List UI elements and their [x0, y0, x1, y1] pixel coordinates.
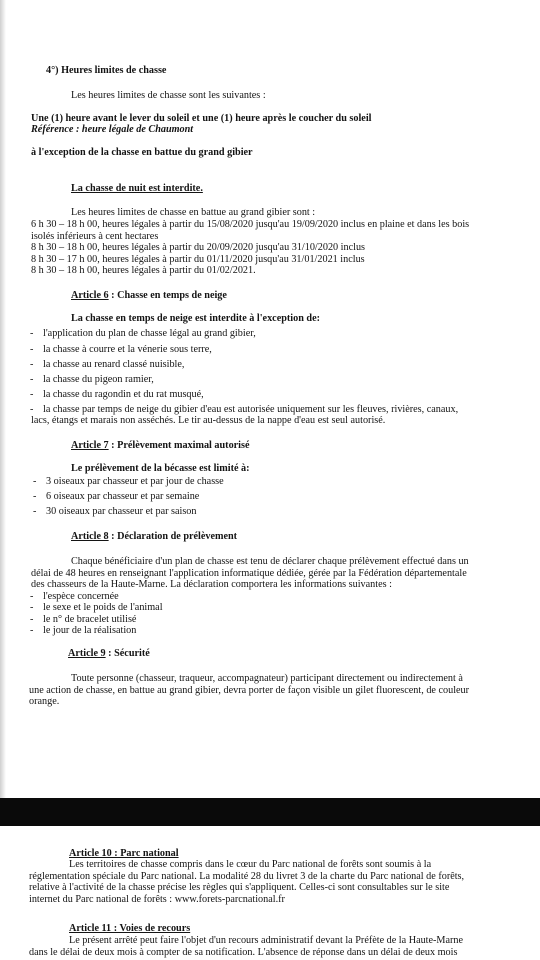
- list-dash: -: [33, 476, 37, 487]
- article-8-item: le n° de bracelet utilisé: [43, 614, 137, 625]
- article-6-item: la chasse par temps de neige du gibier d'eau est autorisée uniquement sur les fleuves, rivières, canaux,: [43, 404, 459, 415]
- article-10-text: Les territoires de chasse compris dans le cœur du Parc national de forêts sont soumis à la: [69, 859, 432, 870]
- list-dash: -: [30, 344, 34, 355]
- hours-rule: Une (1) heure avant le lever du soleil et une (1) heure après le coucher du soleil: [31, 113, 372, 124]
- article-9-text: orange.: [29, 696, 60, 707]
- section-4-heading: 4°) Heures limites de chasse: [46, 65, 167, 76]
- article-6-label: Article 6: [71, 290, 109, 301]
- article-7-label: Article 7: [71, 440, 109, 451]
- article-7-intro: Le prélèvement de la bécasse est limité à:: [71, 463, 250, 474]
- list-dash: -: [30, 591, 34, 602]
- article-6-item: la chasse du ragondin et du rat musqué,: [43, 389, 204, 400]
- battue-hours-line: 6 h 30 – 18 h 00, heures légales à partir du 15/08/2020 jusqu'au 19/09/2020 inclus en plaine et dans les bois: [31, 219, 470, 230]
- article-7-title: : Prélèvement maximal autorisé: [108, 440, 250, 451]
- list-dash: -: [30, 374, 34, 385]
- article-6-item: la chasse à courre et la vénerie sous terre,: [43, 344, 212, 355]
- battue-hours-line: 8 h 30 – 17 h 00, heures légales à partir du 01/11/2020 jusqu'au 31/01/2021 inclus: [31, 254, 365, 265]
- article-6-continuation: lacs, étangs et marais non asséchés. Le tir au-dessus de la nappe d'eau est seul autorisé.: [31, 415, 386, 426]
- hours-reference: Référence : heure légale de Chaumont: [31, 124, 194, 135]
- article-11-heading: Article 11 : Voies de recours: [69, 923, 191, 934]
- article-8-text: délai de 48 heures en renseignant l'application informatique dédiée, gérée par la Fédération départementale: [31, 568, 467, 579]
- list-dash: -: [33, 506, 37, 517]
- article-8-item: le jour de la réalisation: [43, 625, 137, 636]
- article-11-text: dans le délai de deux mois à compter de sa notification. L'absence de réponse dans un délai de deux mois: [29, 947, 458, 958]
- article-9-heading: [68, 648, 150, 660]
- list-dash: -: [30, 359, 34, 370]
- article-7-heading: [71, 440, 250, 452]
- article-8-item: l'espèce concernée: [43, 591, 119, 602]
- article-8-text: Chaque bénéficiaire d'un plan de chasse est tenu de déclarer chaque prélèvement effectué dans un: [71, 556, 469, 567]
- article-6-heading: [71, 290, 227, 302]
- list-dash: -: [30, 614, 34, 625]
- document-page-2: [0, 826, 540, 960]
- battue-hours-intro: Les heures limites de chasse en battue au grand gibier sont :: [71, 207, 316, 218]
- article-9-label: Article 9: [68, 648, 106, 659]
- list-dash: -: [30, 602, 34, 613]
- article-8-title: : Déclaration de prélèvement: [108, 531, 238, 542]
- battue-exception: à l'exception de la chasse en battue du grand gibier: [31, 147, 253, 158]
- article-8-label: Article 8: [71, 531, 109, 542]
- battue-hours-line: 8 h 30 – 18 h 00, heures légales à partir du 01/02/2021.: [31, 265, 256, 276]
- article-10-text: relative à l'activité de la chasse précise les règles qui s'appliquent. Celles-ci sont consultables sur le site: [29, 882, 450, 893]
- article-6-item: la chasse du pigeon ramier,: [43, 374, 154, 385]
- scan-edge-shadow: [0, 0, 6, 798]
- article-10-text: réglementation spéciale du Parc national. La modalité 28 du livret 3 de la charte du Parc national de forêts,: [29, 871, 465, 882]
- list-dash: -: [30, 389, 34, 400]
- article-10-text: internet du Parc national de forêts : www.forets-parcnational.fr: [29, 894, 285, 905]
- article-7-item: 3 oiseaux par chasseur et par jour de chasse: [46, 476, 224, 487]
- hours-intro: Les heures limites de chasse sont les suivantes :: [71, 90, 266, 101]
- list-dash: -: [30, 625, 34, 636]
- article-9-text: Toute personne (chasseur, traqueur, accompagnateur) participant directement ou indirectement à: [71, 673, 463, 684]
- page-separator: [0, 798, 540, 826]
- article-6-intro: La chasse en temps de neige est interdite à l'exception de:: [71, 313, 320, 324]
- article-7-item: 6 oiseaux par chasseur et par semaine: [46, 491, 200, 502]
- battue-hours-line: 8 h 30 – 18 h 00, heures légales à partir du 20/09/2020 jusqu'au 31/10/2020 inclus: [31, 242, 366, 253]
- list-dash: -: [30, 404, 34, 415]
- list-dash: -: [30, 328, 34, 339]
- article-7-item: 30 oiseaux par chasseur et par saison: [46, 506, 197, 517]
- article-8-text: des chasseurs de la Haute-Marne. La déclaration comportera les informations suivantes :: [31, 579, 392, 590]
- battue-hours-line: isolés inférieurs à cent hectares: [31, 231, 159, 242]
- night-hunting-heading: La chasse de nuit est interdite.: [71, 183, 203, 194]
- article-6-item: l'application du plan de chasse légal au grand gibier,: [43, 328, 256, 339]
- article-8-heading: [71, 531, 237, 543]
- article-10-heading: Article 10 : Parc national: [69, 848, 179, 859]
- article-9-text: une action de chasse, en battue au grand gibier, devra porter de façon visible un gilet fluorescent, de couleur: [29, 685, 470, 696]
- article-8-item: le sexe et le poids de l'animal: [43, 602, 163, 613]
- list-dash: -: [33, 491, 37, 502]
- article-6-item: la chasse au renard classé nuisible,: [43, 359, 185, 370]
- article-6-title: : Chasse en temps de neige: [108, 290, 227, 301]
- article-9-title: : Sécurité: [105, 648, 150, 659]
- article-11-text: Le présent arrêté peut faire l'objet d'un recours administratif devant la Préfète de la Haute-Marne: [69, 935, 464, 946]
